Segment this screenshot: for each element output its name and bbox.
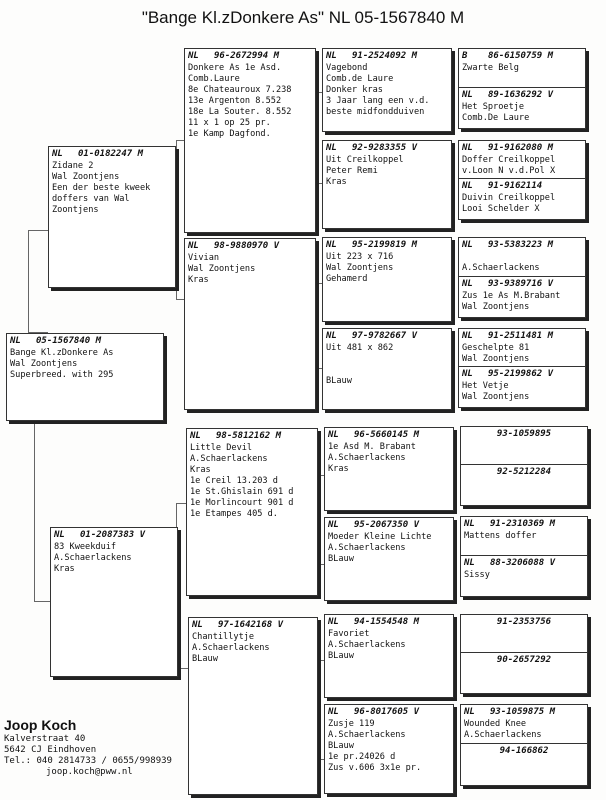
ring-code: 91-9162080 M (488, 143, 554, 153)
pigeon-card-ss (184, 48, 316, 233)
ring-number (188, 241, 312, 252)
pigeon-card-dam (50, 527, 178, 677)
pigeon-entry-g2b (462, 181, 582, 215)
ring-code: 92-9283355 V (352, 143, 418, 153)
pigeon-info-line: Zoontjens (52, 205, 99, 215)
ring-number (190, 431, 314, 442)
pigeon-info-line: Gehamerd (326, 274, 368, 284)
ring-code: 92-5212284 (496, 467, 552, 477)
pigeon-info-line: Moeder Kleine Lichte (328, 532, 432, 542)
pigeon-entry-dds (328, 617, 450, 662)
pigeon-entry-dss (328, 430, 450, 475)
pigeon-info-line: Vivian (188, 253, 220, 263)
ring-code: 94-166862 (499, 746, 549, 756)
ring-number (328, 617, 450, 628)
pigeon-card-sdd (322, 328, 452, 410)
ring-code: 91-2524092 M (352, 51, 418, 61)
ring-code: 98-9880970 V (214, 241, 280, 251)
pigeon-info-line: 1e St.Ghislain 691 d (190, 487, 294, 497)
pigeon-entry-subject (10, 336, 160, 381)
pigeon-info-line: 1e Creil 13.203 d (190, 476, 278, 486)
pigeon-entry-sdd (326, 331, 448, 387)
ring-code: 90-2657292 (496, 655, 552, 665)
pigeon-info-line: Little Devil (190, 443, 253, 453)
country-code: NL (462, 331, 473, 341)
ring-code: 91-2310369 M (490, 519, 556, 529)
pigeon-pair-7 (460, 614, 588, 694)
ring-code: 93-1059895 (496, 429, 552, 439)
pair-divider (459, 87, 585, 88)
pigeon-info-line: Vagebond (326, 63, 368, 73)
pigeon-info-line: Wal Zoontjens (188, 264, 256, 274)
pigeon-info-line: Favoriet (328, 629, 370, 639)
pigeon-entry-sds (326, 240, 448, 285)
pigeon-entry-g8a (464, 707, 584, 741)
pigeon-info-line: Kras (328, 464, 349, 474)
ring-code: 95-2067350 V (354, 520, 420, 530)
pigeon-card-sd (184, 238, 316, 410)
country-code: NL (462, 240, 473, 250)
owner-phone: Tel.: 040 2814733 / 0655/998939 (4, 756, 172, 766)
pigeon-card-sss (322, 48, 452, 132)
pigeon-info-line: Comb.De Laure (462, 113, 530, 123)
ring-number (464, 429, 584, 440)
ring-code: 97-9782667 V (352, 331, 418, 341)
ring-code: 93-5383223 M (488, 240, 554, 250)
owner-name: Joop Koch (4, 717, 77, 733)
ring-number (462, 369, 582, 380)
pigeon-info-line: Kras (188, 275, 209, 285)
pigeon-info-line: A.Schaerlackens (328, 730, 406, 740)
pigeon-entry-dam (54, 530, 174, 575)
pigeon-info-line: Zus v.606 3x1e pr. (328, 763, 422, 773)
pigeon-info-line: 1e Asd M. Brabant (328, 442, 416, 452)
pigeon-pair-2 (458, 140, 586, 220)
ring-code: 96-5660145 M (354, 430, 420, 440)
pigeon-info-line: Doffer Creilkoppel (462, 155, 556, 165)
owner-street: Kalverstraat 40 (4, 734, 86, 744)
ring-number (462, 240, 582, 251)
country-code: NL (188, 241, 199, 251)
pigeon-info-line: Peter Remi (326, 166, 378, 176)
pigeon-entry-dd (192, 620, 314, 665)
pigeon-info-line: Zusje 119 (328, 719, 375, 729)
ring-number (326, 331, 448, 342)
ring-number (10, 336, 160, 347)
pigeon-info-line: Kras (54, 564, 75, 574)
pigeon-info-line: A.Schaerlackens (190, 454, 268, 464)
pigeon-info-line: A.Schaerlackens (328, 543, 406, 553)
pigeon-entry-ssd (326, 143, 448, 188)
country-code: NL (326, 143, 337, 153)
pigeon-entry-sd (188, 241, 312, 286)
ring-code: 98-5812162 M (216, 431, 282, 441)
pigeon-card-subject (6, 333, 164, 421)
ring-number (464, 519, 584, 530)
pigeon-info-line: 83 Kweekduif (54, 542, 117, 552)
ring-number (326, 240, 448, 251)
ring-number (188, 51, 312, 62)
pigeon-entry-g6b (464, 558, 584, 581)
pigeon-info-line: 8e Chateauroux 7.238 (188, 85, 292, 95)
ring-code: 93-9389716 V (488, 279, 554, 289)
country-code: NL (464, 558, 475, 568)
pigeon-entry-g5a (464, 429, 584, 441)
ring-code: 88-3206088 V (490, 558, 556, 568)
ring-code: 01-0182247 M (78, 149, 144, 159)
ring-code: 86-6150759 M (488, 51, 554, 61)
pigeon-info-line: BLauw (192, 654, 218, 664)
country-code: B (462, 51, 468, 61)
pigeon-info-line: Bange Kl.zDonkere As (10, 348, 114, 358)
pigeon-info-line: 1e Kamp Dagfond. (188, 129, 271, 139)
pigeon-info-line: Geschelpte 81 (462, 343, 530, 353)
pigeon-info-line: 18e La Souter. 8.552 (188, 107, 292, 117)
pigeon-info-line (326, 354, 448, 365)
pigeon-info-line: Zidane 2 (52, 161, 94, 171)
pigeon-card-ssd (322, 140, 452, 229)
pair-divider (461, 652, 587, 653)
pair-divider (461, 555, 587, 556)
ring-number (326, 51, 448, 62)
country-code: NL (328, 520, 339, 530)
pigeon-info-line: A.Schaerlackens (192, 643, 270, 653)
pigeon-entry-g3b (462, 279, 582, 313)
pigeon-info-line (326, 365, 448, 376)
pigeon-entry-ddd (328, 707, 450, 774)
owner-contact (4, 716, 172, 778)
pigeon-info-line: Sissy (464, 570, 490, 580)
connector-line (28, 230, 48, 333)
pigeon-info-line: Uit Creilkoppel (326, 155, 404, 165)
pigeon-info-line: Chantillytje (192, 632, 255, 642)
pigeon-info-line: Wal Zoontjens (52, 172, 120, 182)
country-code: NL (328, 430, 339, 440)
ring-number (192, 620, 314, 631)
pigeon-info-line: Zus 1e As M.Brabant (462, 291, 561, 301)
country-code: NL (462, 90, 473, 100)
country-code: NL (328, 707, 339, 717)
ring-number (328, 430, 450, 441)
pigeon-info-line: A.Schaerlackens (54, 553, 132, 563)
pigeon-card-dsd (324, 517, 454, 601)
pigeon-info-line: Uit 481 x 862 (326, 343, 394, 353)
ring-code: 94-1554548 M (354, 617, 420, 627)
pigeon-info-line: beste midfondduiven (326, 107, 425, 117)
owner-email[interactable]: joop.koch@pww.nl (46, 767, 133, 777)
country-code: NL (192, 620, 203, 630)
pigeon-info-line: BLauw (328, 554, 354, 564)
ring-code: 01-2087383 V (80, 530, 146, 540)
pigeon-info-line: Wounded Knee (464, 719, 527, 729)
pigeon-info-line: A.Schaerlackens (328, 640, 406, 650)
country-code: NL (464, 519, 475, 529)
pigeon-entry-sire (52, 149, 172, 216)
pigeon-pair-5 (460, 426, 588, 506)
ring-number (464, 558, 584, 569)
country-code: NL (462, 279, 473, 289)
pigeon-info-line: BLauw (328, 741, 354, 751)
ring-code: 95-2199862 V (488, 369, 554, 379)
ring-number (462, 51, 582, 62)
pigeon-entry-ds (190, 431, 314, 520)
pigeon-card-dss (324, 427, 454, 511)
pigeon-info-line: Wal Zoontjens (462, 354, 530, 364)
pigeon-entry-g4b (462, 369, 582, 403)
pigeon-entry-sss (326, 51, 448, 118)
pigeon-entry-ss (188, 51, 312, 140)
pigeon-card-sds (322, 237, 452, 322)
country-code: NL (464, 707, 475, 717)
ring-number (462, 331, 582, 342)
pigeon-info-line: doffers van Wal (52, 194, 130, 204)
pigeon-info-line: Kras (190, 465, 211, 475)
ring-code: 91-9162114 (488, 181, 543, 191)
pigeon-info-line: Comb.de Laure (326, 74, 394, 84)
pigeon-entry-g7b (464, 655, 584, 667)
pigeon-pair-1 (458, 48, 586, 129)
pigeon-info-line: A.Schaerlackens (464, 730, 542, 740)
ring-code: 05-1567840 M (36, 336, 102, 346)
pair-divider (459, 178, 585, 179)
pigeon-info-line: Comb.Laure (188, 74, 240, 84)
pigeon-card-sire (48, 146, 176, 288)
pigeon-card-dds (324, 614, 454, 698)
ring-number (328, 707, 450, 718)
ring-code: 93-1059875 M (490, 707, 556, 717)
pigeon-pair-3 (458, 237, 586, 318)
connector-line (34, 420, 50, 602)
ring-number (462, 143, 582, 154)
pigeon-info-line: Het Sproetje (462, 102, 525, 112)
country-code: NL (462, 369, 473, 379)
pigeon-info-line: Het Vetje (462, 381, 509, 391)
ring-number (464, 655, 584, 666)
pigeon-info-line: Donker kras (326, 85, 383, 95)
pigeon-info-line: Zwarte Belg (462, 63, 519, 73)
pigeon-info-line: Looi Schelder X (462, 204, 540, 214)
pigeon-info-line: 3 Jaar lang een v.d. (326, 96, 430, 106)
ring-number (462, 90, 582, 101)
pedigree-title: "Bange Kl.zDonkere As" NL 05-1567840 M (141, 8, 465, 27)
country-code: NL (54, 530, 65, 540)
pigeon-info-line (462, 252, 582, 263)
ring-code: 96-8017605 V (354, 707, 420, 717)
ring-code: 95-2199819 M (352, 240, 418, 250)
pigeon-info-line: v.Loon N v.d.Pol X (462, 166, 556, 176)
country-code: NL (328, 617, 339, 627)
pigeon-info-line: Duivin Creilkoppel (462, 193, 556, 203)
pigeon-info-line: Wal Zoontjens (462, 392, 530, 402)
country-code: NL (326, 51, 337, 61)
pigeon-info-line: 1e Morlincourt 901 d (190, 498, 294, 508)
pigeon-info-line: BLauw (326, 376, 352, 386)
ring-number (52, 149, 172, 160)
pigeon-pair-4 (458, 328, 586, 408)
pigeon-info-line: Donkere As 1e Asd. (188, 63, 282, 73)
pigeon-entry-dsd (328, 520, 450, 565)
ring-code: 96-2672994 M (214, 51, 280, 61)
pigeon-info-line: A.Schaerlackens (328, 453, 406, 463)
pigeon-info-line: Wal Zoontjens (462, 302, 530, 312)
ring-code: 89-1636292 V (488, 90, 554, 100)
pigeon-entry-g7a (464, 617, 584, 629)
pair-divider (459, 366, 585, 367)
ring-number (328, 520, 450, 531)
pigeon-card-dd (188, 617, 318, 795)
ring-number (326, 143, 448, 154)
ring-number (462, 279, 582, 290)
ring-number (464, 707, 584, 718)
pigeon-info-line: Kras (326, 177, 347, 187)
pigeon-entry-g1a (462, 51, 582, 74)
country-code: NL (462, 143, 473, 153)
ring-number (464, 746, 584, 757)
pigeon-info-line: Mattens doffer (464, 531, 537, 541)
ring-number (464, 617, 584, 628)
ring-number (464, 467, 584, 478)
ring-code: 97-1642168 V (218, 620, 284, 630)
pigeon-entry-g1b (462, 90, 582, 124)
pigeon-entry-g8b (464, 746, 584, 758)
pigeon-card-ddd (324, 704, 454, 794)
pigeon-card-ds (186, 428, 318, 596)
pigeon-info-line: Wal Zoontjens (326, 263, 394, 273)
country-code: NL (10, 336, 21, 346)
pair-divider (461, 743, 587, 744)
pigeon-info-line: 11 x 1 op 25 pr. (188, 118, 271, 128)
pigeon-info-line: Uit 223 x 716 (326, 252, 394, 262)
pigeon-entry-g5b (464, 467, 584, 479)
pigeon-info-line: A.Schaerlackens (462, 263, 540, 273)
pigeon-pair-6 (460, 516, 588, 597)
pigeon-entry-g6a (464, 519, 584, 542)
pigeon-entry-g4a (462, 331, 582, 365)
owner-city: 5642 CJ Eindhoven (4, 745, 97, 755)
ring-number (462, 181, 582, 192)
country-code: NL (326, 240, 337, 250)
ring-code: 91-2511481 M (488, 331, 554, 341)
pair-divider (459, 276, 585, 277)
pigeon-info-line: Een der beste kweek (52, 183, 151, 193)
pigeon-info-line: BLauw (328, 651, 354, 661)
ring-code: 91-2353756 (496, 617, 552, 627)
country-code: NL (326, 331, 337, 341)
pigeon-entry-g3a (462, 240, 582, 274)
pigeon-info-line: Wal Zoontjens (10, 359, 78, 369)
country-code: NL (52, 149, 63, 159)
country-code: NL (190, 431, 201, 441)
ring-number (54, 530, 174, 541)
pair-divider (461, 464, 587, 465)
pigeon-info-line: 13e Argenton 8.552 (188, 96, 282, 106)
country-code: NL (188, 51, 199, 61)
country-code: NL (462, 181, 473, 191)
pigeon-pair-8 (460, 704, 588, 786)
pigeon-info-line: 1e pr.24026 d (328, 752, 396, 762)
pigeon-entry-g2a (462, 143, 582, 177)
pigeon-info-line: Superbreed. with 295 (10, 370, 114, 380)
pigeon-info-line: 1e Etampes 405 d. (190, 509, 278, 519)
